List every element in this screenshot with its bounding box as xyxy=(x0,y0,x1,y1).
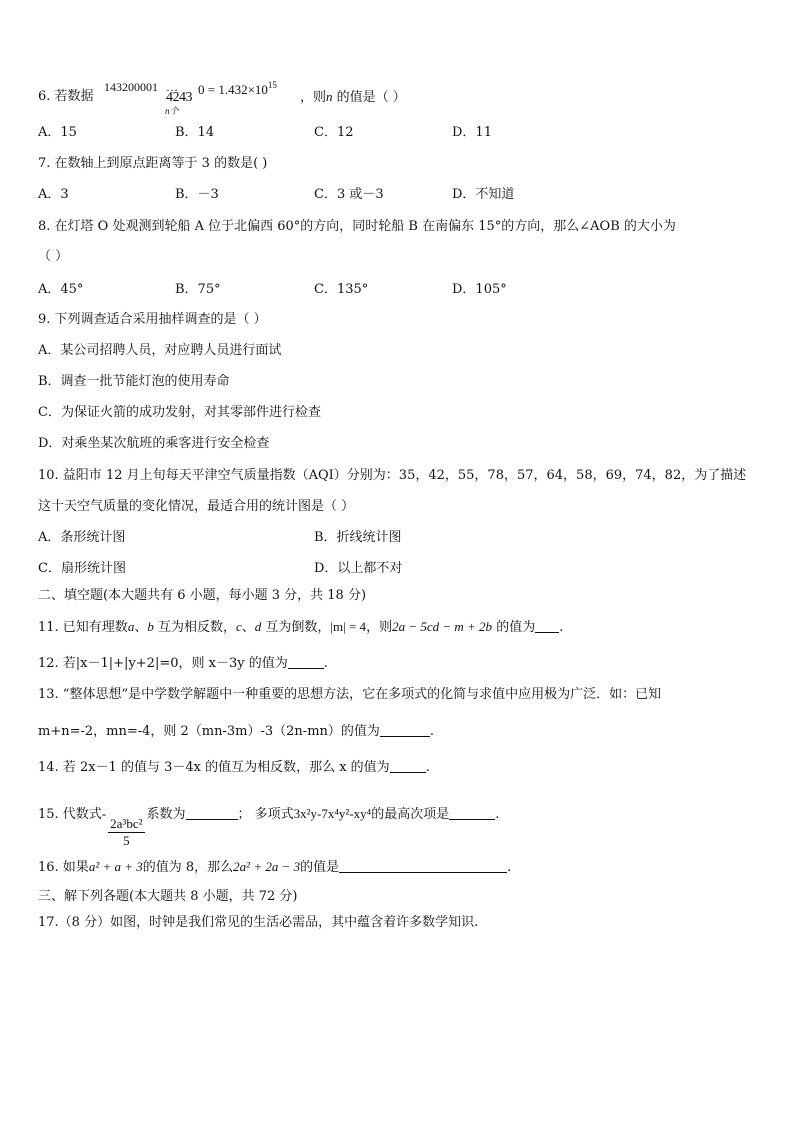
question-6 xyxy=(38,88,94,106)
q9-option-c: C．为保证火箭的成功发射，对其零部件进行检查 xyxy=(38,405,321,420)
q6-digits: 4 2 4 3 xyxy=(166,90,191,105)
q6-option-d: D．11 xyxy=(452,125,492,140)
question-8: 8. 在灯塔 O 处观测到轮船 A 位于北偏西 60°的方向，同时轮船 B 在南偏东 15°的方向，那么∠AOB 的大小为 xyxy=(38,219,676,234)
q15-fraction: $\frac{\text{2a³bc²}}{5}$ xyxy=(110,816,143,848)
question-12: 12. 若|x－1|+|y+2|=0，则 x－3y 的值为 . xyxy=(38,656,328,671)
q6-suffix: ，则n 的值是（ ） xyxy=(300,89,406,105)
q10-option-a: A．条形统计图 xyxy=(38,530,126,545)
question-13-line2: m+n=-2，mn=-4，则 2（mn-3m）-3（2n-mn）的值为 . xyxy=(38,724,435,739)
q9-option-a: A．某公司招聘人员，对应聘人员进行面试 xyxy=(38,343,282,358)
q10-option-b: B．折线统计图 xyxy=(314,530,402,545)
q6-prefix: 6. 若数据 xyxy=(38,89,94,104)
question-11: 11. 已知有理数a、b 互为相反数，c、d 互为倒数，|m| = 4，则2a − 5cd − m + 2b 的值为 . xyxy=(38,619,564,635)
question-9: 9. 下列调查适合采用抽样调查的是（ ） xyxy=(38,312,267,327)
q10-option-d: D．以上都不对 xyxy=(314,561,403,576)
q8-option-c: C．135° xyxy=(314,282,369,297)
section-2-heading: 二、填空题(本大题共有 6 小题，每小题 3 分，共 18 分) xyxy=(38,588,367,603)
q7-option-a: A．3 xyxy=(38,187,69,202)
question-17: 17.（8 分）如图，时钟是我们常见的生活必需品，其中蕴含着许多数学知识. xyxy=(38,915,479,930)
q8-option-d: D．105° xyxy=(452,282,507,297)
question-8-paren: （ ） xyxy=(38,249,69,264)
q7-option-b: B．－3 xyxy=(175,187,219,202)
q6-option-b: B．14 xyxy=(175,125,215,140)
question-10: 10. 益阳市 12 月上旬每天平津空气质量指数（AQI）分别为：35，42，55，78，57，64，58，69，74，82，为了描述 xyxy=(38,468,747,483)
q6-n-label: n个 xyxy=(165,106,179,116)
question-14: 14. 若 2x－1 的值与 3－4x 的值互为相反数，那么 x 的值为 . xyxy=(38,760,430,775)
q16-answer-blank[interactable] xyxy=(339,858,507,873)
q8-option-a: A．45° xyxy=(38,282,84,297)
q11-answer-blank[interactable] xyxy=(535,618,559,633)
question-7: 7. 在数轴上到原点距离等于 3 的数是( ) xyxy=(38,156,268,171)
question-15: 15. 代数式- $\frac{\text{2a³bc²}}{5}$ 系数为 ； 多项式3x²y-7x⁴y²-xy⁴的最高次项是 . xyxy=(38,806,500,848)
q7-option-d: D．不知道 xyxy=(452,187,515,202)
section-3-heading: 三、解下列各题(本大题共 8 小题，共 72 分) xyxy=(38,889,298,904)
q6-number: 143200001 xyxy=(104,80,158,94)
q9-option-b: B．调查一批节能灯泡的使用寿命 xyxy=(38,374,230,389)
q10-option-c: C．扇形统计图 xyxy=(38,561,126,576)
q13-answer-blank[interactable] xyxy=(380,722,430,737)
q14-answer-blank[interactable] xyxy=(390,758,426,773)
q15-coefficient-blank[interactable] xyxy=(186,805,238,820)
question-10-line2: 这十天空气质量的变化情况，最适合用的统计图是（ ） xyxy=(38,499,355,514)
q6-equation: $0 = 1.432\times 10^{15}$ xyxy=(198,80,277,97)
q6-option-a: A．15 xyxy=(38,125,77,140)
q6-option-c: C．12 xyxy=(314,125,354,140)
q15-term-blank[interactable] xyxy=(449,805,495,820)
q12-answer-blank[interactable] xyxy=(288,654,324,669)
q7-option-c: C．3 或－3 xyxy=(314,187,384,202)
question-13: 13. “整体思想”是中学数学解题中一种重要的思想方法，它在多项式的化简与求值中应用极为广泛．如：已知 xyxy=(38,687,662,702)
q9-option-d: D．对乘坐某次航班的乘客进行安全检查 xyxy=(38,436,270,451)
question-16: 16. 如果a² + a + 3的值为 8，那么2a² + 2a − 3的值是 . xyxy=(38,859,512,875)
q8-option-b: B．75° xyxy=(175,282,221,297)
q6-dots: … xyxy=(166,80,178,94)
